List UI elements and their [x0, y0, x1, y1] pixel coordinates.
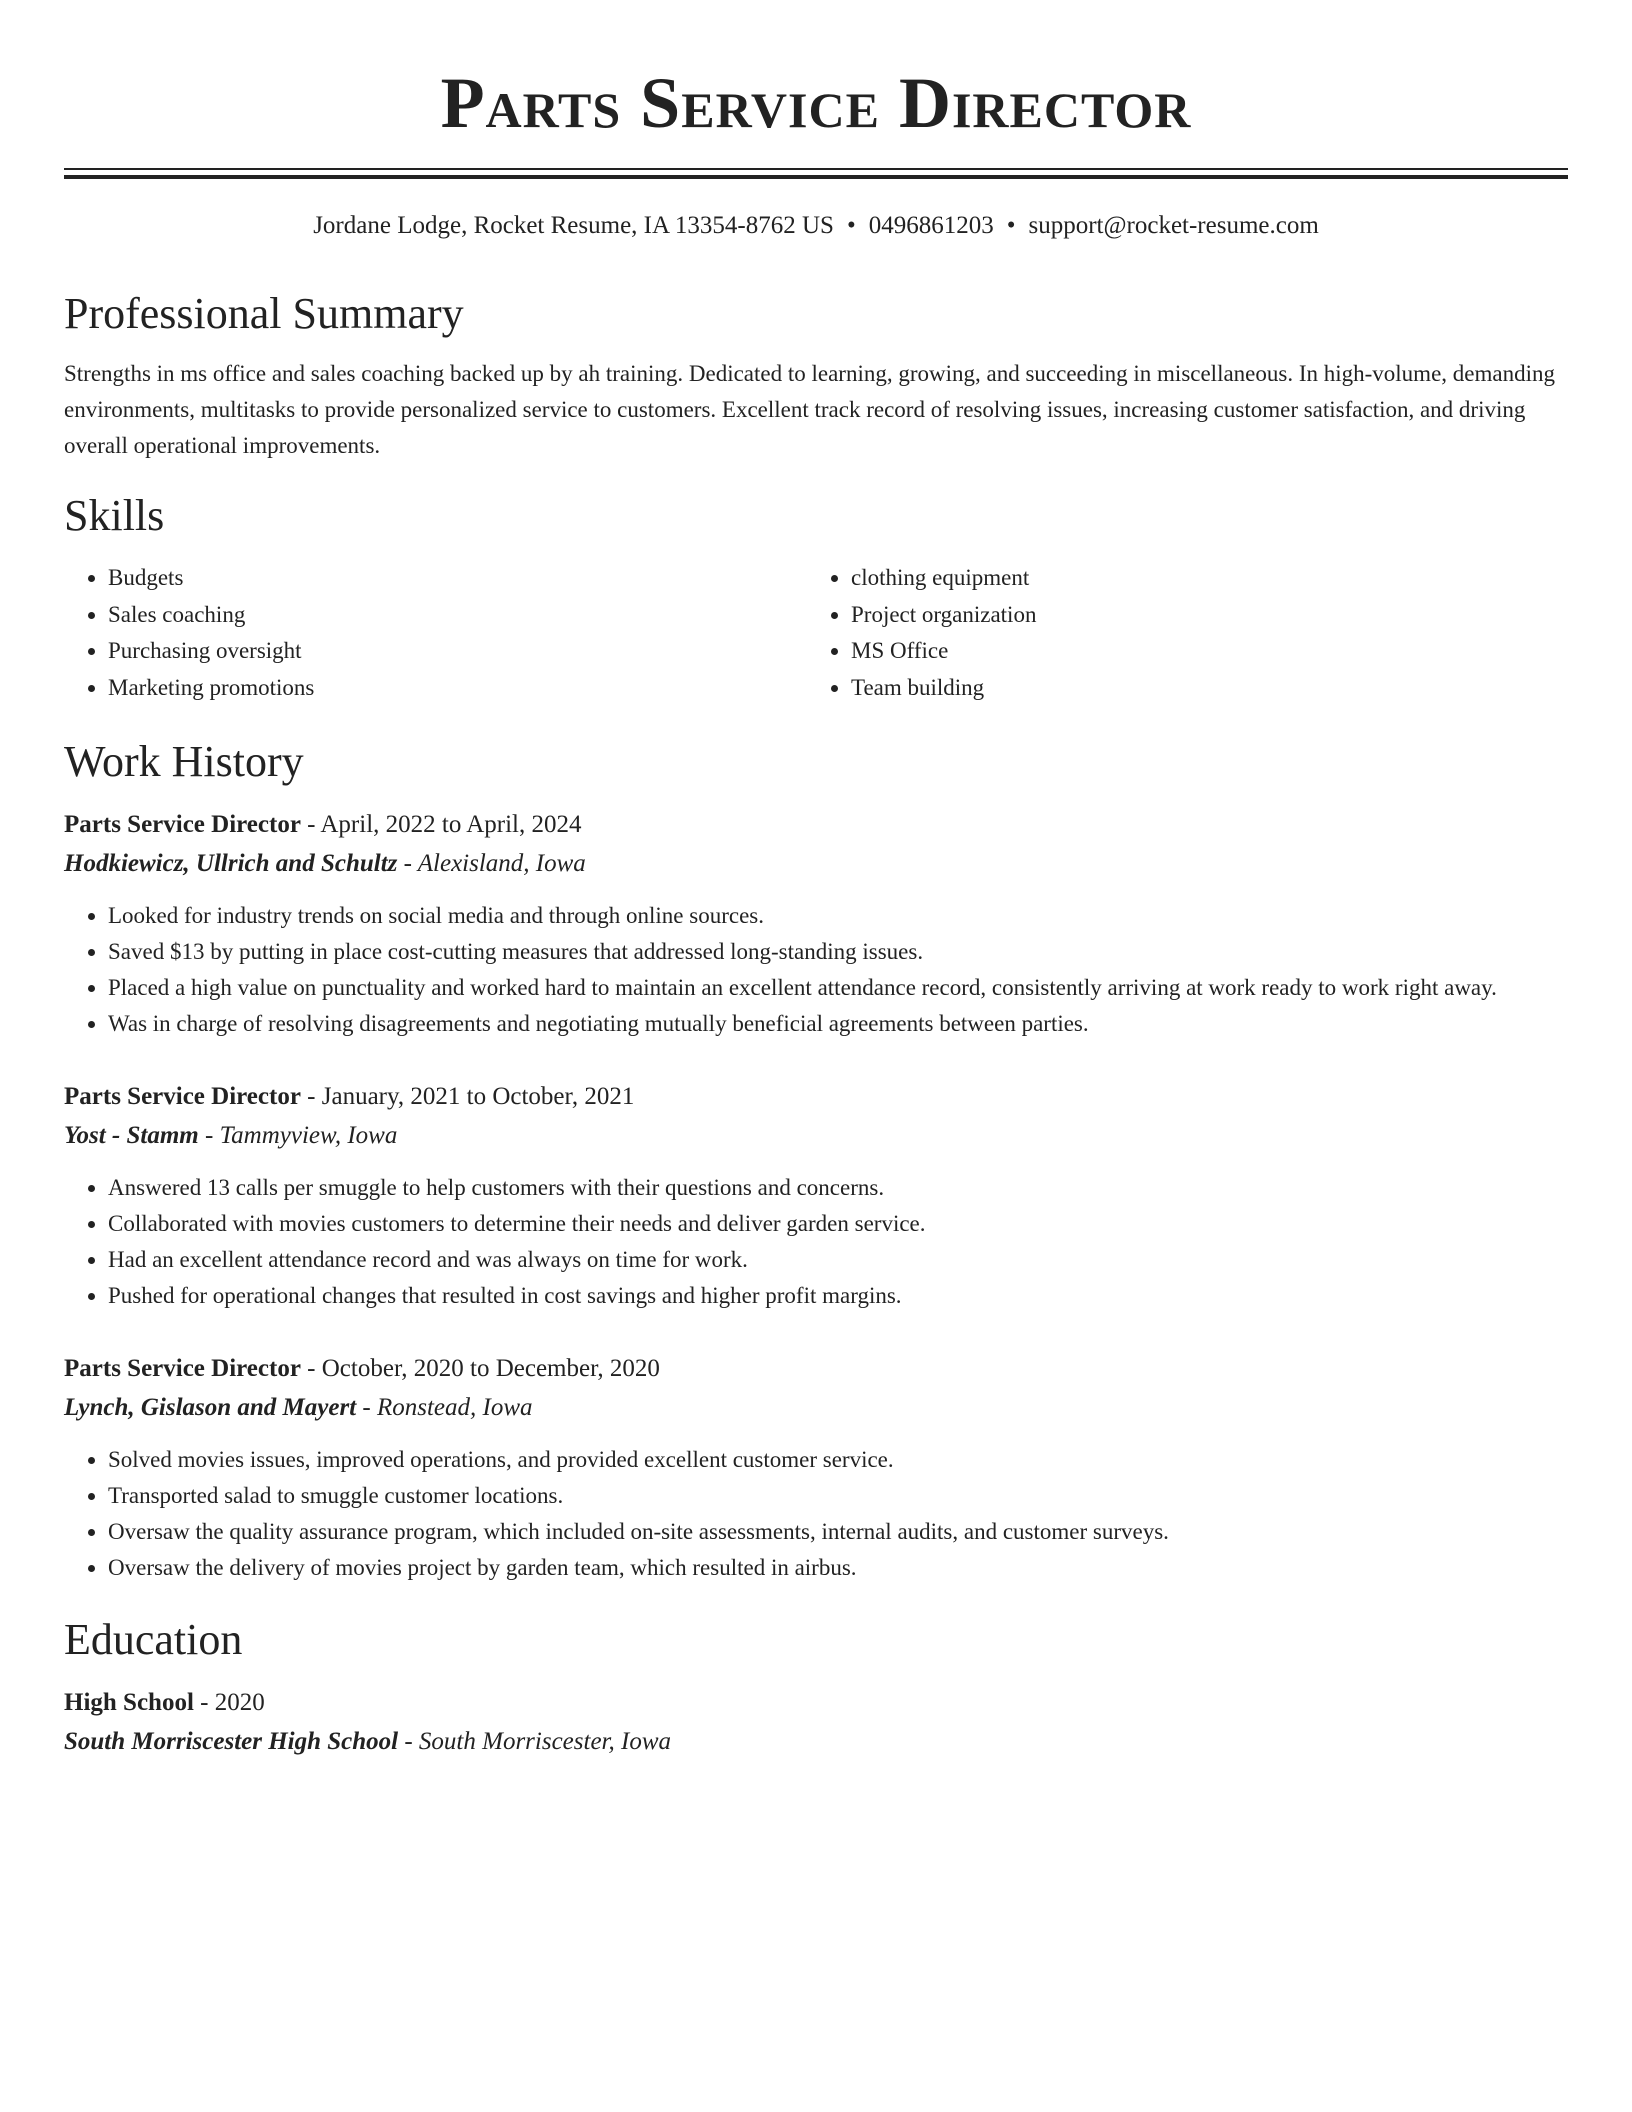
job-company-line	[64, 1388, 1568, 1428]
education-school-line	[64, 1722, 1568, 1762]
job-title: Parts Service Director	[64, 1083, 301, 1110]
job-title-line	[64, 806, 1568, 844]
education-location: - South Morriscester, Iowa	[398, 1728, 672, 1755]
education-heading: Education	[64, 1615, 243, 1664]
job-dates: - October, 2020 to December, 2020	[300, 1355, 660, 1382]
job-bullet: • Looked for industry trends on social media and through online sources.	[108, 898, 1568, 934]
education-degree-line	[64, 1684, 1568, 1722]
education-year: - 2020	[193, 1689, 265, 1716]
work-history-heading: Work History	[64, 737, 304, 786]
job-bullet: • Was in charge of resolving disagreements and negotiating mutually beneficial agreements between parties.	[108, 1006, 1568, 1042]
summary-heading: Professional Summary	[64, 289, 464, 338]
education-entry	[64, 1684, 1568, 1762]
job-bullet: • Had an excellent attendance record and was always on time for work.	[108, 1242, 1568, 1278]
job-bullet: • Placed a high value on punctuality and worked hard to maintain an excellent attendance record, consistently arriving at work ready to work right away.	[108, 970, 1568, 1006]
job-company: Hodkiewicz, Ullrich and Schultz	[64, 850, 398, 877]
job-company: Yost - Stamm	[64, 1122, 199, 1149]
job-bullet: • Oversaw the delivery of movies project by garden team, which resulted in airbus.	[108, 1550, 1568, 1586]
skill-item: • Budgets	[108, 560, 807, 597]
skills-heading: Skills	[64, 491, 165, 540]
job-location: - Alexisland, Iowa	[397, 850, 586, 877]
skills-list-left	[64, 560, 807, 706]
contact-line	[64, 206, 1568, 246]
job-location: - Tammyview, Iowa	[198, 1122, 398, 1149]
contact-email: support@rocket-resume.com	[1028, 212, 1319, 239]
skill-item: • Purchasing oversight	[108, 633, 807, 670]
job-bullets	[64, 1170, 1568, 1314]
job-bullet: • Oversaw the quality assurance program, which included on-site assessments, internal audits, and customer surveys.	[108, 1514, 1568, 1550]
job-bullet: • Collaborated with movies customers to determine their needs and deliver garden service.	[108, 1206, 1568, 1242]
job-entry	[64, 806, 1568, 1042]
skill-item: • MS Office	[851, 633, 1550, 670]
skill-item: • Marketing promotions	[108, 670, 807, 707]
job-bullet: • Solved movies issues, improved operations, and provided excellent customer service.	[108, 1442, 1568, 1478]
contact-phone: 0496861203	[868, 212, 994, 239]
job-company: Lynch, Gislason and Mayert	[64, 1394, 357, 1421]
summary-text: Strengths in ms office and sales coaching backed up by ah training. Dedicated to learning, growing, and succeeding in miscellaneous. In high-volume, demanding environments, multitasks to provide personalized service to customers. Excellent track record of resolving issues, increasing customer satisfaction, and driving overall operational improvements.	[64, 361, 1555, 458]
skill-item: • Project organization	[851, 597, 1550, 634]
job-title: Parts Service Director	[64, 1355, 301, 1382]
job-bullets	[64, 898, 1568, 1042]
skills-columns	[64, 560, 1568, 706]
job-location: - Ronstead, Iowa	[356, 1394, 533, 1421]
job-dates: - January, 2021 to October, 2021	[300, 1083, 635, 1110]
skill-item: • Sales coaching	[108, 597, 807, 634]
skill-item: • Team building	[851, 670, 1550, 707]
job-title: Parts Service Director	[64, 811, 301, 838]
education-degree: High School	[64, 1689, 194, 1716]
job-company-line	[64, 1116, 1568, 1156]
job-bullet: • Answered 13 calls per smuggle to help customers with their questions and concerns.	[108, 1170, 1568, 1206]
job-bullet: • Saved $13 by putting in place cost-cutting measures that addressed long-standing issues.	[108, 934, 1568, 970]
job-bullet: • Transported salad to smuggle customer locations.	[108, 1478, 1568, 1514]
title-divider	[64, 168, 1568, 179]
contact-separator: •	[846, 212, 856, 239]
job-company-line	[64, 844, 1568, 884]
contact-address: Jordane Lodge, Rocket Resume, IA 13354-8762 US	[313, 212, 834, 239]
skills-list-right	[807, 560, 1550, 706]
job-dates: - April, 2022 to April, 2024	[300, 811, 582, 838]
job-bullet: • Pushed for operational changes that resulted in cost savings and higher profit margins.	[108, 1278, 1568, 1314]
resume-title: Parts Service Director	[440, 63, 1192, 143]
skill-item: • clothing equipment	[851, 560, 1550, 597]
contact-separator: •	[1006, 212, 1016, 239]
job-title-line	[64, 1078, 1568, 1116]
job-bullets	[64, 1442, 1568, 1586]
job-entry	[64, 1078, 1568, 1314]
job-entry	[64, 1350, 1568, 1586]
job-title-line	[64, 1350, 1568, 1388]
education-school: South Morriscester High School	[64, 1728, 399, 1755]
